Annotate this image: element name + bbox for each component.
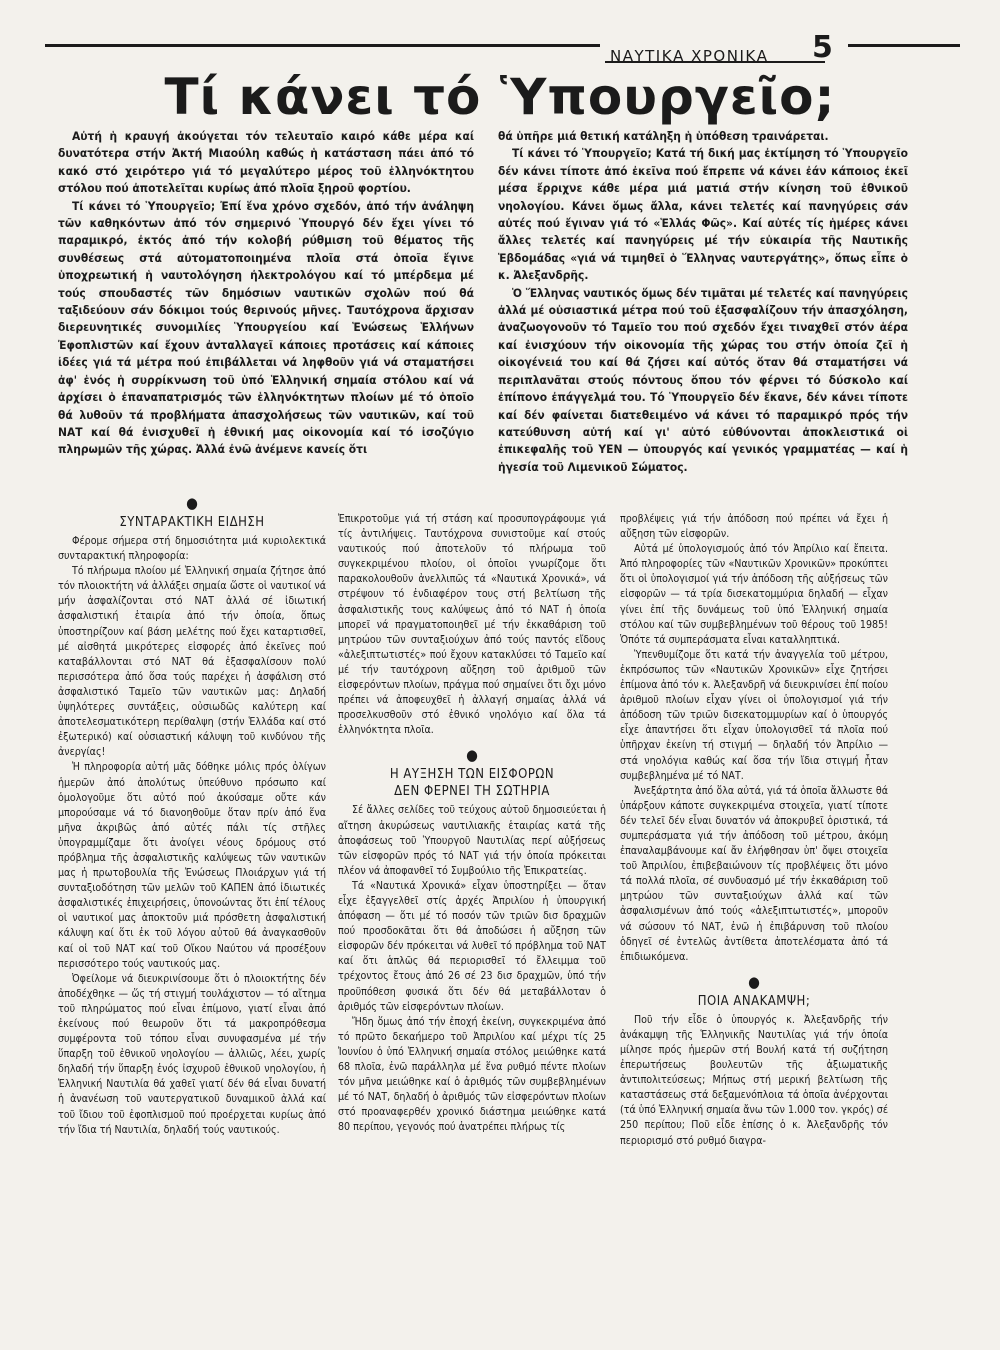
header-rule-underline	[605, 61, 825, 63]
section-heading-line: Η ΑΥΞΗΣΗ ΤΩΝ ΕΙΣΦΟΡΩΝ	[389, 767, 555, 783]
lead-paragraph: Αὐτή ἡ κραυγή ἀκούγεται τόν τελευταῖο καιρό κάθε μέρα καί δυνατότερα στήν Ἀκτή Μιαούλη καθώς ἡ κατάσταση πάει ἀπό τό κακό στό χειρότερο γιά τό μεγαλύτερο μέρος τοῦ ἑλληνόκτητου στόλου πού ἀποτελεῖται κυρίως ἀπό πλοῖα ξηροῦ φορτίου.	[58, 129, 474, 196]
body-paragraph: Τά «Ναυτικά Χρονικά» εἶχαν ὑποστηρίξει — ὅταν εἶχε ἐξαγγελθεῖ στίς ἀρχές Ἀπριλίου ἡ ὑπουργική ἀπόφαση — ὅτι μέ τό ποσόν τῶν τριῶν δισ δραχμῶν πού προσδοκᾶται ὅτι θά ἀποδώσει ἡ αὔξηση τῶν εἰσφορῶν δέν πρόκειται νά λυθεῖ τό πρόβλημα τοῦ ΝΑΤ καί ὅτι ἁπλῶς θά περιορισθεῖ τό ἔλλειμμα τοῦ τρέχοντος ἔτους ἀπό 26 σέ 23 δισ δραχμῶν, ὑπό τήν προϋπόθεση φυσικά ὅτι δέν θά μεταβάλλοταν ὁ ἀριθμός τῶν εἰσφερόντων πλοίων.	[338, 879, 606, 1013]
lead-paragraph: Ὁ Ἕλληνας ναυτικός ὅμως δέν τιμᾶται μέ τελετές καί πανηγύρεις ἀλλά μέ οὐσιαστικά μέτρα πού τοῦ ἐξασφαλίζουν τήν ἀπασχόληση, ἀναζωογονοῦν τό Ταμεῖο του πού σχεδόν ἔχει τιναχθεῖ στόν ἀέρα καί ἐνισχύουν τήν οἰκονομία τῆς χώρας του στήν ὁποία ζεῖ ἡ οἰκογένειά του καί θά ζήσει καί αὐτός ὅταν θά σταματήσει νά περιπλανᾶται στούς πόντους ὅπου τόν φέρνει τό δύσκολο καί ἐπίπονο ἐπάγγελμά του. Τό Ὑπουργεῖο δέν ἔκανε, δέν κάνει τίποτε καί δέν φαίνεται διατεθειμένο νά κάνει τό παραμικρό πρός τήν κατεύθυνση αὐτή καί γι' αὐτό εὐθύνονται ἀποκλειστικά οἱ ἐπικεφαλῆς τοῦ ΥΕΝ — ὑπουργός καί γενικός γραμματέας — καί ἡ ἡγεσία τοῦ Λιμενικοῦ Σώματος.	[498, 285, 908, 474]
body-paragraph: Ἀνεξάρτητα ἀπό ὅλα αὐτά, γιά τά ὁποῖα ἄλλωστε θά ὑπάρξουν κάποτε συγκεκριμένα στοιχεῖα, γιατί τίποτε δέν τελεῖ δέν εἶναι δυνατόν νά ἀποκρυβεῖ ὁριστικά, τά συμπεράσματα γιά τήν ἀπόδοση τοῦ μέτρου, ἀκόμη ἐπαναλαμβάνουμε καί ἄν ἐλήφθησαν ὑπ' ὄψει στοιχεῖα τοῦ Ἀπριλίου, ἐπιβεβαιώνουν τίς προβλέψεις ὅτι μόνο τά πολλά πλοῖα, σέ συνδυασμό μέ τήν ἐκκαθάριση τοῦ μητρώου τῶν συνταξιούχων ἀλλά καί τῶν ἀσφαλισμένων ἀπό τούς «ἀλεξιπτωτιστές», μποροῦν νά σώσουν τό ΝΑΤ, ἐνῶ ἡ ἐπιβάρυνση τοῦ πλοίου ὁδηγεῖ σέ ἐντελῶς ἀντίθετα ἀποτελέσματα ἀπό τά ἐπιδιωκόμενα.	[620, 784, 888, 963]
lead-paragraph: Τί κάνει τό Ὑπουργεῖο; Ἐπί ἕνα χρόνο σχεδόν, ἀπό τήν ἀνάληψη τῶν καθηκόντων ἀπό τόν σημερινό Ὑπουργό δέν ἔχει γίνει τό παραμικρό, ἐκτός ἀπό τήν κολοβή ρύθμιση τοῦ θέματος τῆς συνθέσεως στά αὐτοματοποιημένα πλοῖα στά ὁποῖα ἔγινε ὑποχρεωτική ἡ ναυτολόγηση ἠλεκτρολόγου καί τό μπέρδεμα μέ τούς σπουδαστές τῶν δημόσιων ναυτικῶν σχολῶν πού θά ταξιδεύουν σάν δόκιμοι τούς θερινούς μῆνες. Ταυτόχρονα ἄρχισαν διερευνητικές συνομιλίες Ὑπουργείου καί Ἑνώσεως Ἑλλήνων Ἐφοπλιστῶν καί ἔχουν ἀνταλλαγεῖ κάποιες προτάσεις καί κάποιες ἰδέες γιά τά μέτρα πού ἐπιβάλλεται νά ληφθοῦν γιά νά σταματήσει ἀφ' ἑνός ἡ συρρίκνωση τοῦ ὑπό Ἑλληνική σημαία στόλου καί νά ἀρχίσει ὁ ἐπαναπατρισμός τῶν ἑλληνόκτητων πλοίων μέ τό ὁποῖο θά λυθοῦν τά προβλήματα ἀπασχολήσεως τῶν ναυτικῶν, καί τοῦ ΝΑΤ καί θά ἐνισχυθεῖ ἡ ἐθνική μας οἰκονομία καί τό ἰσοζύγιο πληρωμῶν τῆς χώρας. Ἀλλά ἐνῶ ἀνέμενε κανείς ὅτι	[58, 198, 474, 457]
body-paragraph: Ὑπενθυμίζομε ὅτι κατά τήν ἀναγγελία τοῦ μέτρου, ἐκπρόσωπος τῶν «Ναυτικῶν Χρονικῶν» εἶχε ζητήσει ἐπίμονα ἀπό τόν κ. Ἀλεξανδρῆ νά διευκρινίσει ἐπί ποίου ἀριθμοῦ πλοίων εἶχαν γίνει οἱ ὑπολογισμοί γιά τήν ἀπόδοση τῶν τριῶν δισεκατομμυρίων καί ὁ ὑπουργός εἶχε ἀπαντήσει ὅτι εἶχαν ὑπολογισθεῖ τά πλοῖα πού ὑπῆρχαν ἐκείνη τή στιγμή — δηλαδή τόν Ἀπρίλιο — στά νηολόγια καθώς καί ὅσα τήν ἴδια στιγμή ἦταν συμβεβλημένα μέ τό ΝΑΤ.	[620, 648, 888, 782]
lead-paragraph: θά ὑπῆρε μιά θετική κατάληξη ἡ ὑπόθεση τραινάρεται.	[498, 129, 829, 143]
body-paragraph: Ἤδη ὅμως ἀπό τήν ἐποχή ἐκείνη, συγκεκριμένα ἀπό τό πρῶτο δεκαήμερο τοῦ Ἀπριλίου καί μέχρι τίς 25 Ἰουνίου ὁ ὑπό Ἑλληνική σημαία στόλος μειώθηκε κατά 68 πλοῖα, ἐνῶ παράλληλα μέ ἕνα ρυθμό πέντε πλοίων τόν μῆνα μειώθηκε καί ὁ ἀριθμός τῶν συμβεβλημένων μέ τό ΝΑΤ, δηλαδή ὁ ἀριθμός τῶν εἰσφερόντων πλοίων στό προαναφερθέν χρονικό διάστημα μειώθηκε κατά 80 περίπου, γεγονός πού ἀνατρέπει πλήρως τίς	[338, 1015, 606, 1134]
body-paragraph: Φέρομε σήμερα στή δημοσιότητα μιά κυριολεκτικά συνταρακτική πληροφορία:	[58, 535, 326, 563]
section-heading	[338, 766, 606, 800]
bullet-icon: ●	[466, 746, 478, 765]
article-column-3	[620, 512, 888, 1312]
header-rule-right	[848, 44, 960, 47]
lead-paragraph: Τί κάνει τό Ὑπουργεῖο; Κατά τή δική μας ἐκτίμηση τό Ὑπουργεῖο δέν κάνει τίποτε ἀπό ἐκεῖνα πού ἔπρεπε νά κάνει ἐάν κάποιος ἐκεῖ μέσα ἔρριχνε κάθε μέρα μιά ματιά στήν κίνηση τοῦ ἐθνικοῦ νηολογίου. Κάνει ὅμως ἄλλα, κάνει τελετές καί πανηγύρεις σάν αὐτές πού ἔγιναν γιά τό «Ἑλλάς Φῶς». Καί αὐτές τίς ἡμέρες κάνει ἄλλες τελετές καί πανηγύρεις μέ τήν εὐκαιρία τῆς Ναυτικῆς Ἑβδομάδας «γιά νά τιμηθεῖ ὁ Ἕλληνας ναυτεργάτης», ὅπως εἶπε ὁ κ. Ἀλεξανδρῆς.	[498, 146, 908, 283]
lead-column-right	[498, 128, 908, 498]
section-heading: ΠΟΙΑ ΑΝΑΚΑΜΨΗ;	[697, 993, 811, 1009]
bullet-icon: ●	[186, 494, 198, 512]
running-head: ΝΑΥΤΙΚΑ ΧΡΟΝΙΚΑ	[610, 47, 769, 65]
body-paragraph: Ἐπικροτοῦμε γιά τή στάση καί προσυπογράφουμε γιά τίς ἀντιλήψεις. Ταυτόχρονα συνιστοῦμε καί στούς ναυτικούς πού ἀποτελοῦν τό πλήρωμα τοῦ συγκεκριμένου πλοίου, οἱ ὁποῖοι γνωρίζομε ὅτι παρακολουθοῦν ἀνελλιπῶς τά «Ναυτικά Χρονικά», νά στρέψουν τό ἐνδιαφέρον τους στή βελτίωση τῆς ἀσφαλιστικῆς τους καλύψεως ἀπό τό ΝΑΤ ἡ ὁποία μπορεῖ νά πραγματοποιηθεῖ μέ τήν ἐκκαθάριση τοῦ μητρώου τῶν συνταξιούχων ἀπό τούς παντός εἴδους «ἀλεξιπτωτιστές» πού ἔχουν κατακλύσει τό Ταμεῖο καί μέ τήν ταυτόχρονη αὔξηση τοῦ ἀριθμοῦ τῶν εἰσφερόντων πλοίων, πράγμα πού σημαίνει ὅτι ὄχι μόνο πρέπει νά ἀποφευχθεῖ ἡ ἀλλαγή σημαίας ἀλλά νά προσελκυσθοῦν στό ἐθνικό νηολόγιο καί ὅλα τά ἑλληνόκτητα πλοῖα.	[338, 513, 606, 737]
body-paragraph: Σέ ἄλλες σελίδες τοῦ τεύχους αὐτοῦ δημοσιεύεται ἡ αἴτηση ἀκυρώσεως ναυτιλιακῆς ἑταιρίας κατά τῆς ἀποφάσεως τοῦ Ὑπουργοῦ Ναυτιλίας περί αὐξήσεως τῶν εἰσφορῶν πρός τό ΝΑΤ γιά τήν ὁποία πρόκειται πλέον νά ἀποφανθεῖ τό Συμβούλιο τῆς Ἐπικρατείας.	[338, 804, 606, 877]
body-paragraph: Τό πλήρωμα πλοίου μέ Ἑλληνική σημαία ζήτησε ἀπό τόν πλοιοκτήτη νά ἀλλάξει σημαία ὥστε οἱ ναυτικοί νά μήν ἀσφαλίζονται στό ΝΑΤ ἀλλά σέ ἰδιωτική ἀσφαλιστική ἑταιρία ἀπό τήν ὁποία, ὅπως ὑποστηρίζουν καί βάση μελέτης πού ἔχει καταρτισθεῖ, μέ αἰσθητά μικρότερες εἰσφορές ἀπό ἐκεῖνες πού καταβάλλονται στό ΝΑΤ θά ἐξασφαλίσουν πολύ περισσότερα ἀπό ὅσα τούς παρέχει ἡ ἀσφάλιση στό ἀσφαλιστικό Ταμεῖο τῶν ναυτικῶν μας: Δηλαδή ὑψηλότερες συντάξεις, οὐσιωδῶς καλύτερη καί ἀποτελεσματικότερη περίθαλψη (στήν Ἑλλάδα καί στό ἐξωτερικό) καί οὐσιαστική κάλυψη τοῦ κινδύνου τῆς ἀνεργίας!	[58, 565, 326, 759]
article-column-2	[338, 512, 606, 1332]
header-rule-left	[45, 44, 600, 47]
main-headline: Τί κάνει τό Ὑπουργεῖο;	[164, 68, 836, 126]
section-heading-line: ΔΕΝ ΦΕΡΝΕΙ ΤΗ ΣΩΤΗΡΙΑ	[394, 784, 550, 800]
lead-column-left	[58, 128, 474, 498]
body-paragraph: προβλέψεις γιά τήν ἀπόδοση πού πρέπει νά ἔχει ἡ αὔξηση τῶν εἰσφορῶν.	[620, 513, 888, 541]
body-paragraph: Ἡ πληροφορία αὐτή μᾶς δόθηκε μόλις πρός ὀλίγων ἡμερῶν ἀπό ἀπολύτως ὑπεύθυνο πρόσωπο καί ὁμολογοῦμε ὅτι αὐτό πού ἀκούσαμε οὔτε κάν μπορούσαμε νά τό διανοηθοῦμε ὅταν πρίν ἀπό ἕνα μῆνα ἀκριβῶς ἀπό αὐτές πάλι τίς στῆλες ὑπογραμμίζαμε ὅτι ἀνοίγει νέους δρόμους στό πρόβλημα τῆς ἀσφαλιστικῆς καλύψεως τῶν ναυτικῶν μας ἡ πρωτοβουλία τῆς Ἑνώσεως Πλοιάρχων γιά τή συνταξιοδότηση τῶν μελῶν τοῦ ΚΑΠΕΝ ἀπό ἰδιωτικές ἀσφαλιστικές ἐπιχειρήσεις, ὑπονοώντας ὅτι ἐπί τέλους οἱ ναυτικοί μας ἀποκτοῦν μιά πρόσθετη ἀσφαλιστική κάλυψη καί ὅτι ἐκ τοῦ λόγου αὐτοῦ θά ἀναγκασθοῦν καί οἱ τοῦ ΝΑΤ καί τοῦ Οἴκου Ναύτου νά προσέξουν περισσότερο τούς ναυτικούς μας.	[58, 761, 326, 970]
page-number: 5	[812, 30, 833, 65]
body-paragraph: Ποῦ τήν εἶδε ὁ ὑπουργός κ. Ἀλεξανδρῆς τήν ἀνάκαμψη τῆς Ἑλληνικῆς Ναυτιλίας γιά τήν ὁποία μίλησε πρός ἡμερῶν στή Βουλή κατά τή συζήτηση ἐπερωτήσεως βουλευτῶν τῆς ἀξιωματικῆς ἀντιπολιτεύσεως; Μήπως στή μερική βελτίωση τῆς καταστάσεως στά δεξαμενόπλοια τά ὁποῖα ἀνέρχονται (τά ὑπό Ἑλληνική σημαία ἄνω τῶν 1.000 τον. γκρός) σέ 250 περίπου; Ποῦ εἶδε ἐπίσης ὁ κ. Ἀλεξανδρῆς τόν περιορισμό στό ρυθμό διαγρα-	[620, 1013, 888, 1147]
body-paragraph: Ὀφείλομε νά διευκρινίσουμε ὅτι ὁ πλοιοκτήτης δέν ἀποδέχθηκε — ὥς τή στιγμή τουλάχιστον — τό αἴτημα τοῦ πληρώματος πού εἶναι ἐπίμονο, γιατί εἶναι ἀπό ἐκείνους πού θεωροῦν ὅτι τά μακροπρόθεσμα συμφέροντα τοῦ τόπου εἶναι συνυφασμένα μέ τήν ὕπαρξη τοῦ ἐθνικοῦ νηολογίου — ἀλλιῶς, λέει, χωρίς δηλαδή τήν ὕπαρξη ἑνός ἰσχυροῦ ἐθνικοῦ νηολογίου, ἡ Ἑλληνική Ναυτιλία θά χαθεῖ γιατί δέν θά εἶναι δυνατή ἡ ἀνανέωση τοῦ ναυτεργατικοῦ δυναμικοῦ ἀλλά καί τοῦ ἴδιου τοῦ ἐφοπλισμοῦ πού προέρχεται κυρίως ἀπό τήν ἴδια τή Ναυτιλία, δηλαδή τούς ναυτικούς.	[58, 972, 326, 1136]
section-heading: ΣΥΝΤΑΡΑΚΤΙΚΗ ΕΙΔΗΣΗ	[119, 515, 265, 530]
article-column-1	[58, 494, 326, 1324]
bullet-icon: ●	[748, 972, 760, 991]
body-paragraph: Αὐτά μέ ὑπολογισμούς ἀπό τόν Ἀπρίλιο καί ἔπειτα. Ἀπό πληροφορίες τῶν «Ναυτικῶν Χρονικῶν» προκύπτει ὅτι οἱ ὑπολογισμοί γιά τήν ἀπόδοση τῆς αὐξήσεως τῶν εἰσφορῶν — τά τρία δισεκατομμύρια δηλαδή — εἶχαν γίνει ἐπί τῆς δυνάμεως τοῦ ὑπό Ἑλληνική σημαία στόλου καί τῶν συμβεβλημένων τοῦ θέρους τοῦ 1985! Ὁπότε τά συμπεράσματα εἶναι καταλληπτικά.	[620, 543, 888, 646]
